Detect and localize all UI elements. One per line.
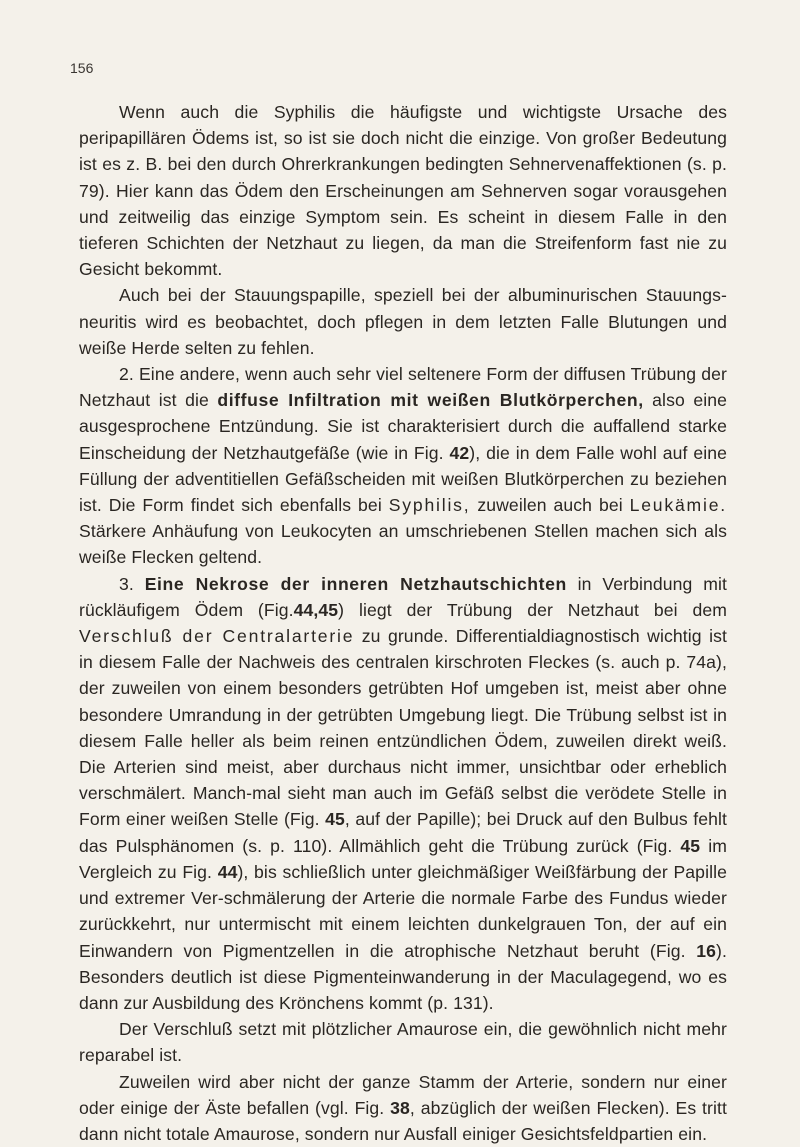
paragraph-6: Zuweilen wird aber nicht der ganze Stamm der Arterie, sondern nur einer oder einige der Äste befallen (vgl. Fig. 38, abzüglich der weißen Flecken). Es tritt dann nicht totale Amaurose, sondern nur Ausfall einiger Gesichtsfeldpartien ein.: [79, 1071, 727, 1144]
figure-ref: 45: [680, 835, 701, 856]
page-number: 156: [70, 60, 94, 76]
figure-ref: 44: [217, 861, 238, 882]
paragraph-2: Auch bei der Stauungspapille, speziell bei der albuminurischen Stauungs-neuritis wird es beobachtet, doch pflegen in dem letzten Falle Blutungen und weiße Herde selten zu fehlen.: [79, 285, 727, 358]
figure-ref: 42: [449, 442, 470, 463]
section-heading-infiltration: diffuse Infiltration mit weißen Blutkörperchen,: [217, 390, 644, 411]
figure-ref: 16: [696, 940, 717, 961]
figure-ref: 45: [325, 809, 345, 830]
section-heading-nekrose: Eine Nekrose der inneren Netzhautschichten: [144, 573, 567, 594]
paragraph-1: Wenn auch die Syphilis die häufigste und wichtigste Ursache des peripapillären Ödems ist, so ist sie doch nicht die einzige. Von großer Bedeutung ist es z. B. bei den durch Ohrerkrankungen bedingten Sehnervenaffektionen (s. p. 79). Hier kann das Ödem den Erscheinungen am Sehnerven sogar vorausgehen und zeitweilig das einzige Symptom sein. Es scheint in diesem Falle in den tieferen Schichten der Netzhaut zu liegen, da man die Streifenform fast nie zu Gesicht bekommt.: [79, 102, 727, 280]
figure-ref: 38: [390, 1097, 410, 1118]
emphasis-term: Leukämie.: [629, 495, 727, 516]
figure-ref: 44,45: [293, 599, 339, 620]
paragraph-3: 2. Eine andere, wenn auch sehr viel seltenere Form der diffusen Trübung der Netzhaut ist die diffuse Infiltration mit weißen Blutkörperchen, also eine ausgesprochene Entzündung. Sie ist charakterisiert durch die auffallend starke Einscheidung der Netzhautgefäße (wie in Fig. 42), die in dem Falle wohl auf eine Füllung der adventitiellen Gefäßscheiden mit weißen Blutkörperchen zu beziehen ist. Die Form findet sich ebenfalls bei Syphilis, zuweilen auch bei Leukämie. Stärkere Anhäufung von Leukocyten an umschriebenen Stellen machen sich als weiße Flecken geltend.: [79, 364, 727, 568]
emphasis-term: Syphilis,: [388, 495, 471, 516]
emphasis-term: Verschluß der Centralarterie: [79, 626, 355, 647]
body-text: [79, 99, 727, 1147]
paragraph-5: Der Verschluß setzt mit plötzlicher Amaurose ein, die gewöhnlich nicht mehr reparabel ist.: [79, 1019, 727, 1066]
paragraph-4: 3. Eine Nekrose der inneren Netzhautschichten in Verbindung mit rückläufigem Ödem (Fig.44,45) liegt der Trübung der Netzhaut bei dem Verschluß der Centralarterie zu grunde. Differentialdiagnostisch wichtig ist in diesem Falle der Nachweis des centralen kirschroten Fleckes (s. auch p. 74a), der zuweilen von einem besonders getrübten Hof umgeben ist, meist aber ohne besondere Umrandung in der getrübten Umgebung liegt. Die Trübung selbst ist in diesem Falle heller als beim reinen entzündlichen Ödem, zuweilen direkt weiß. Die Arterien sind meist, aber durchaus nicht immer, unsichtbar oder erheblich verschmälert. Manch-mal sieht man auch im Gefäß selbst die verödete Stelle in Form einer weißen Stelle (Fig. 45, auf der Papille); bei Druck auf den Bulbus fehlt das Pulsphänomen (s. p. 110). Allmählich geht die Trübung zurück (Fig. 45 im Vergleich zu Fig. 44), bis schließlich unter gleichmäßiger Weißfärbung der Papille und extremer Ver-schmälerung der Arterie die normale Farbe des Fundus wieder zurückkehrt, nur untermischt mit einem leichten dunkelgrauen Ton, der auf ein Einwandern von Pigmentzellen in die atrophische Netzhaut beruht (Fig. 16). Besonders deutlich ist diese Pigmenteinwanderung in der Maculagegend, wo es dann zur Ausbildung des Krönchens kommt (p. 131).: [79, 573, 727, 1013]
